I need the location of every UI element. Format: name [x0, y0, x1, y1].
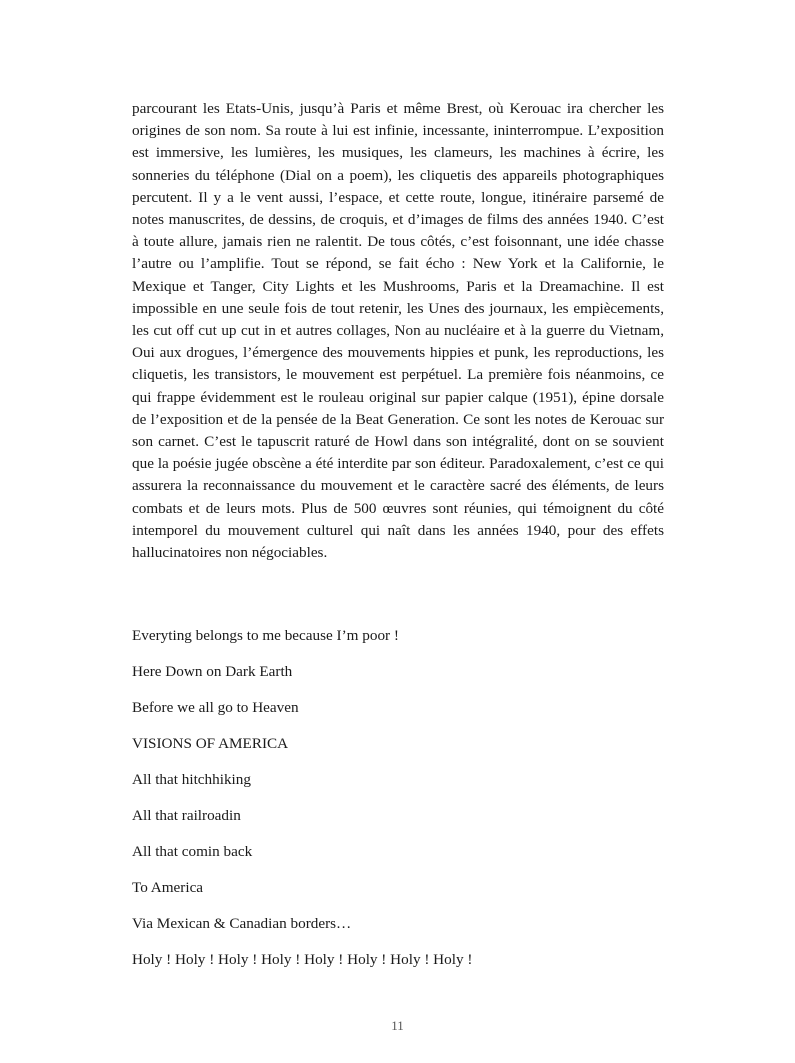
- poem-line: Before we all go to Heaven: [132, 699, 299, 716]
- poem-line: To America: [132, 879, 204, 896]
- poem-line: Holy ! Holy ! Holy ! Holy ! Holy ! Holy ! Holy ! Holy !: [132, 951, 473, 968]
- poem-line: All that hitchhiking: [132, 771, 251, 788]
- page-number: 11: [391, 1018, 404, 1033]
- body-paragraph: parcourant les Etats-Unis, jusqu’à Paris et même Brest, où Kerouac ira chercher les origines de son nom. Sa route à lui est infinie, incessante, ininterrompue. L’exposition est immersive, les lumières, les musiques, les clameurs, les machines à écrire, les sonneries du téléphone (Dial on a poem), les cliquetis des appareils photographiques percutent. Il y a le vent aussi, l’espace, et cette route, longue, itinéraire parsemé de notes manuscrites, de dessins, de croquis, et d’images de films des années 1940. C’est à toute allure, jamais rien ne ralentit. De tous côtés, c’est foisonnant, une idée chasse l’autre ou l’amplifie. Tout se répond, se fait écho : New York et la Californie, le Mexique et Tanger, City Lights et les Mushrooms, Paris et la Dreamachine. Il est impossible en une seule fois de tout retenir, les Unes des journaux, les empiècements, les cut off cut up cut in et autres collages, Non au nucléaire et à la guerre du Vietnam, Oui aux drogues, l’émergence des mouvements hippies et punk, les reproductions, les cliquetis, les transistors, le mouvement est perpétuel. La première fois néanmoins, ce qui frappe évidemment est le rouleau original sur papier calque (1951), épine dorsale de l’exposition et de la pensée de la Beat Generation. Ce sont les notes de Kerouac sur son carnet. C’est le tapuscrit raturé de Howl dans son intégralité, dont on se souvient que la poésie jugée obscène a été interdite par son éditeur. Paradoxalement, c’est ce qui assurera la reconnaissance du mouvement et le caractère sacré des éléments, de leurs combats et de leurs mots. Plus de 500 œuvres sont réunies, qui témoignent du côté intemporel du mouvement culturel qui naît dans les années 1940, pour des effets hallucinatoires non négociables.: [132, 100, 664, 562]
- poem-line: All that comin back: [132, 843, 253, 860]
- poem-line: VISIONS OF AMERICA: [132, 735, 289, 752]
- poem-line: Everyting belongs to me because I’m poor !: [132, 627, 399, 644]
- poem-line: Via Mexican & Canadian borders…: [132, 915, 352, 932]
- poem-line: Here Down on Dark Earth: [132, 663, 293, 680]
- poem-line: All that railroadin: [132, 807, 241, 824]
